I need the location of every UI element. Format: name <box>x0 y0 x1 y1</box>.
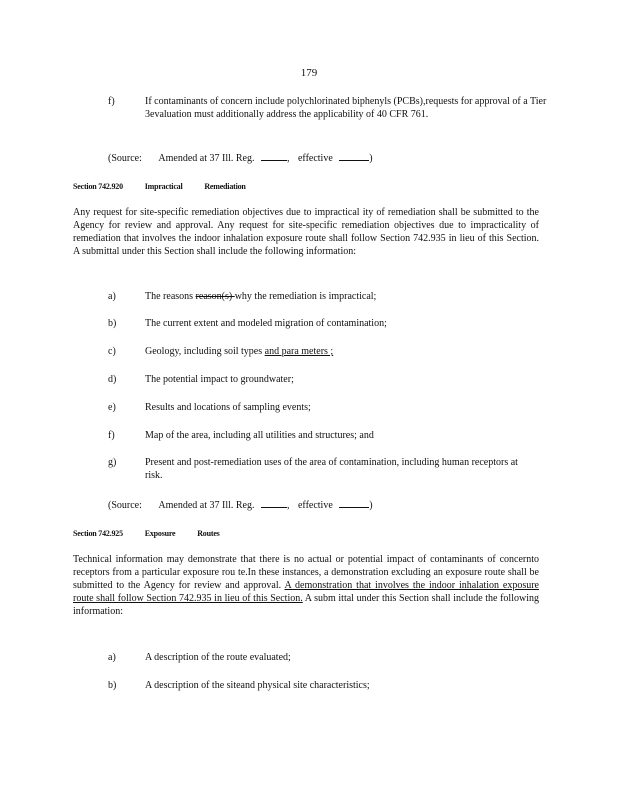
list-item-f-pcb <box>108 95 548 121</box>
item-text: The potential impact to groundwater; <box>145 374 294 385</box>
text-part: Geology, including soil types <box>145 346 265 357</box>
deleted-text: reason(s) <box>195 291 235 302</box>
list-item-f <box>108 429 548 442</box>
paragraph-742-925 <box>73 553 539 618</box>
source-effective: effective <box>297 500 333 511</box>
source-note <box>108 151 373 165</box>
item-text: Map of the area, including all utilities and structures; and <box>145 430 374 441</box>
item-label: d) <box>108 374 117 385</box>
section-heading-742-925 <box>73 527 240 540</box>
paragraph-742-920: Any request for site-specific remediation objectives due to impractical ity of remediation shall be submitted to the Agency for review and approval. Any request for site-specific remediation objectives due to impracticality of remediation that involves the indoor inhalation exposure route shall follow Section 742.935 in lieu of this Section. A submittal under this Section shall include the following information: <box>73 207 539 257</box>
blank-effective <box>339 151 369 161</box>
blank-register <box>261 498 287 508</box>
blank-register <box>261 151 287 161</box>
blank-effective <box>339 498 369 508</box>
text-part: why the remediation is impractical; <box>234 291 377 302</box>
section-heading-742-920 <box>73 180 266 193</box>
inserted-text: and para meters ; <box>264 346 334 357</box>
item-text: A description of the route evaluated; <box>145 652 291 663</box>
item-text <box>145 290 548 303</box>
item-text: The current extent and modeled migration of contamination; <box>145 318 387 329</box>
section-number: Section 742.925 <box>73 529 123 538</box>
section-title-word: Routes <box>197 529 220 538</box>
list-item-b <box>108 679 548 692</box>
item-label: f) <box>108 96 115 107</box>
item-label: a) <box>108 652 116 663</box>
text-part: Technical information may demonstrate that there is no actual or potential impact of contaminants of concernto receptors from a particular exposure rou te.In these instances, a demonstration excluding an exposure route shall be submitted to the Agency for review and approval. <box>73 554 539 591</box>
list-item-a <box>108 290 548 303</box>
list-item-c <box>108 345 548 358</box>
page-number: 179 <box>300 67 318 79</box>
list-item-e <box>108 401 548 414</box>
item-label: c) <box>108 346 116 357</box>
item-label: b) <box>108 680 117 691</box>
section-title-word: Remediation <box>204 182 246 191</box>
source-prefix: (Source: <box>108 500 142 511</box>
source-effective: effective <box>297 153 333 164</box>
source-comma: , <box>286 153 290 164</box>
list-item-a <box>108 651 548 664</box>
section-title-word: Impractical <box>144 182 183 191</box>
item-text: A description of the siteand physical site characteristics; <box>145 680 370 691</box>
source-amended: Amended at 37 Ill. Reg. <box>158 153 255 164</box>
inserted-text: A demonstration that involves the indoor inhalation exposure route shall follow Section 742.935 in lieu of this Section. <box>73 580 539 604</box>
item-label: e) <box>108 402 116 413</box>
item-text <box>145 345 548 358</box>
list-item-b <box>108 317 548 330</box>
item-label: b) <box>108 318 117 329</box>
source-comma: , <box>286 500 290 511</box>
item-label: a) <box>108 291 116 302</box>
item-label: g) <box>108 457 117 468</box>
section-title-word: Exposure <box>144 529 176 538</box>
list-item-d <box>108 373 548 386</box>
item-text: Present and post-remediation uses of the area of contamination, including human receptors at risk. <box>145 457 518 481</box>
item-label: f) <box>108 430 115 441</box>
source-note <box>108 498 373 512</box>
item-text: If contaminants of concern include polychlorinated biphenyls (PCBs),requests for approval of a Tier 3evaluation must additionally address the applicability of 40 CFR 761. <box>145 96 547 120</box>
source-prefix: (Source: <box>108 153 142 164</box>
source-amended: Amended at 37 Ill. Reg. <box>158 500 255 511</box>
section-number: Section 742.920 <box>73 182 123 191</box>
list-item-g <box>108 456 548 482</box>
text-part: A subm ittal under this Section shall include the following information: <box>73 593 539 617</box>
text-part: The reasons <box>145 291 196 302</box>
item-text: Results and locations of sampling events; <box>145 402 311 413</box>
source-close: ) <box>369 500 373 511</box>
source-close: ) <box>369 153 373 164</box>
